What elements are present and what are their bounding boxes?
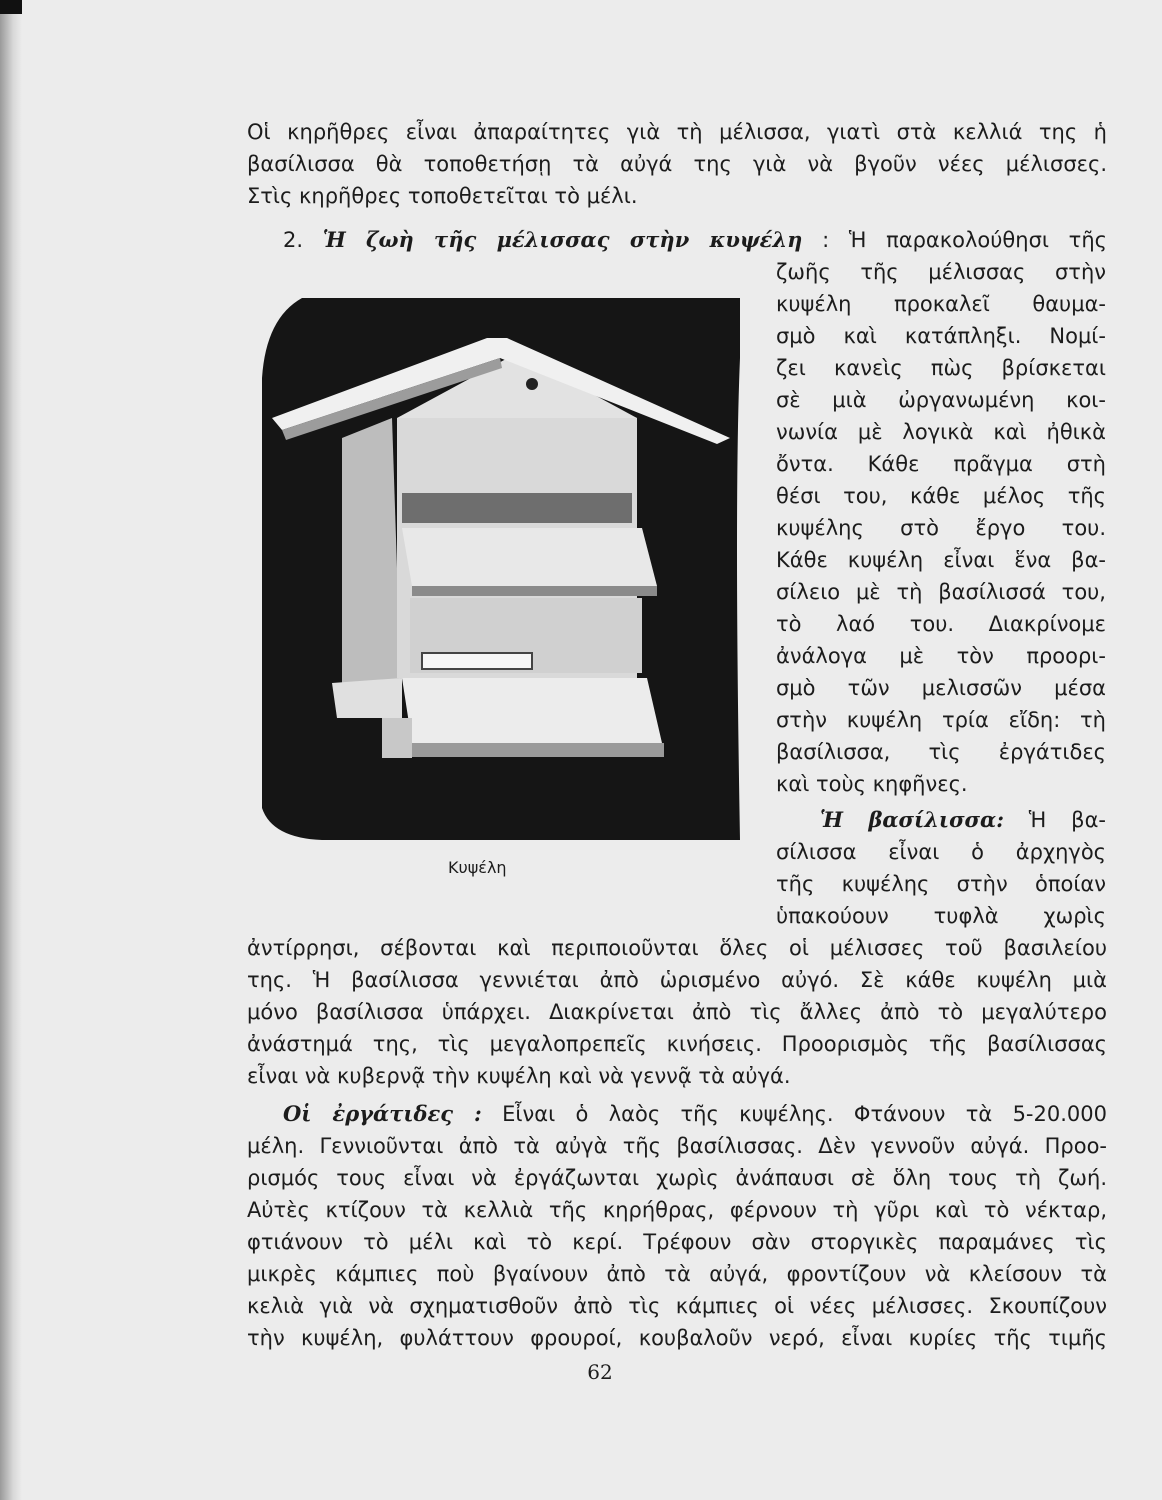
column-line: σίλισσα εἶναι ὁ ἀρχηγὸς [776,840,1106,864]
page-number: 62 [587,1360,613,1384]
hive-landing-board [402,678,662,743]
hive-base-front [382,718,412,758]
hive-side [342,418,402,718]
column-line: τὸ λαό του. Διακρίνομε [776,612,1106,636]
text-line: φτιάνουν τὸ μέλι καὶ τὸ κερί. Τρέφουν σὰν στοργικὲς παραμάνες τὶς [247,1230,1107,1254]
column-line: Κάθε κυψέλη εἶναι ἕνα βα- [776,548,1106,572]
hive-board-upper [402,528,657,586]
section-heading: Ἡ ζωὴ τῆς μέλισσας στὴν κυψέλη [322,227,803,252]
workers-first-line [283,1100,1107,1128]
column-line: σίλειο μὲ τὴ βασίλισσά του, [776,580,1106,604]
text-line: μόνο βασίλισσα ὑπάρχει. Διακρίνεται ἀπὸ τὶς ἄλλες ἀπὸ τὸ μεγαλύτερο [247,1000,1107,1024]
text-line: Οἱ κηρῆθρες εἶναι ἀπαραίτητες γιὰ τὴ μέλισσα, γιατὶ στὰ κελλιά της ἡ [247,120,1107,144]
column-line: ζει κανεὶς πὼς βρίσκεται [776,356,1106,380]
queen-term: Ἡ βασίλισσα: [820,807,1004,832]
workers-first-text: Εἶναι ὁ λαὸς τῆς κυψέλης. Φτάνουν τὰ 5-20.000 [502,1102,1107,1126]
column-line: ὄντα. Κάθε πρᾶγμα στὴ [776,452,1106,476]
hive-hole [526,378,538,390]
section-number: 2. [283,228,304,252]
text-line: της. Ἡ βασίλισσα γεννιέται ἀπὸ ὡρισμένο αὐγό. Σὲ κάθε κυψέλη μιὰ [247,968,1107,992]
column-line: στὴν κυψέλη τρία εἴδη: τὴ [776,708,1106,732]
column-line: βασίλισσα, τὶς ἐργάτιδες [776,740,1106,764]
column-line: σὲ μιὰ ὠργανωμένη κοι- [776,388,1106,412]
binding-mark [0,0,22,14]
text-line: ἀντίρρησι, σέβονται καὶ περιποιοῦνται ὅλες οἱ μέλισσες τοῦ βασιλείου [247,936,1107,960]
workers-term: Οἱ ἐργάτιδες : [283,1101,482,1126]
hive-band [402,493,632,523]
page-binding-edge [0,0,22,1500]
hive-entrance [422,653,532,669]
beehive-photo-icon [262,298,740,840]
column-line: κυψέλη προκαλεῖ θαυμα- [776,292,1106,316]
column-line: τῆς κυψέλης στὴν ὁποίαν [776,872,1106,896]
hive-landing-edge [402,743,664,757]
section-lead-text: : Ἡ παρακολούθησι τῆς [822,228,1107,252]
text-line: Αὐτὲς κτίζουν τὰ κελλιὰ τῆς κηρήθρας, φέρνουν τὴ γῦρι καὶ τὸ νέκταρ, [247,1198,1107,1222]
column-line: ὑπακούουν τυφλὰ χωρὶς [776,904,1106,928]
column-line: σμὸ καὶ κατάπληξι. Νομί- [776,324,1106,348]
text-line: ἀνάστημά της, τὶς μεγαλοπρεπεῖς κινήσεις. Προορισμὸς τῆς βασίλισσας [247,1032,1107,1056]
text-line: βασίλισσα θὰ τοποθετήσῃ τὰ αὐγά της γιὰ νὰ βγοῦν νέες μέλισσες. [247,152,1107,176]
text-line: εἶναι νὰ κυβερνᾷ τὴν κυψέλη καὶ νὰ γεννᾷ τὰ αὐγά. [247,1064,791,1088]
text-line: κελιὰ γιὰ νὰ σχηματισθοῦν ἀπὸ τὶς κάμπιες οἱ νέες μέλισσες. Σκουπίζουν [247,1294,1107,1318]
column-line: κυψέλης στὸ ἔργο του. [776,516,1106,540]
hive-base-left [332,678,402,718]
text-line: ρισμός τους εἶναι νὰ ἐργάζωνται χωρὶς ἀνάπαυσι σὲ ὅλη τους τὴ ζωή. [247,1166,1107,1190]
text-line: μέλη. Γεννιοῦνται ἀπὸ τὰ αὐγὰ τῆς βασίλισσας. Δὲν γεννοῦν αὐγά. Προο- [247,1134,1107,1158]
column-line: νωνία μὲ λογικὰ καὶ ἠθικὰ [776,420,1106,444]
text-line: τὴν κυψέλη, φυλάττουν φρουροί, κουβαλοῦν νερό, εἶναι κυρίες τῆς τιμῆς [247,1326,1107,1350]
text-line: μικρὲς κάμπιες ποὺ βγαίνουν ἀπὸ τὰ αὐγά, φροντίζουν νὰ κλείσουν τὰ [247,1262,1107,1286]
queen-first-text: Ἡ βα- [1028,808,1106,832]
hive-board-upper-edge [412,586,657,596]
column-line: καὶ τοὺς κηφῆνες. [776,772,968,796]
column-line: ἀνάλογα μὲ τὸν προορι- [776,644,1106,668]
column-line: θέσι του, κάθε μέλος τῆς [776,484,1106,508]
beehive-figure [262,298,740,840]
figure-caption: Κυψέλη [448,858,507,877]
queen-first-line [820,806,1106,834]
text-line: Στὶς κηρῆθρες τοποθετεῖται τὸ μέλι. [247,184,638,208]
section-heading-line [283,226,1107,254]
column-line: ζωῆς τῆς μέλισσας στὴν [776,260,1106,284]
column-line: σμὸ τῶν μελισσῶν μέσα [776,676,1106,700]
